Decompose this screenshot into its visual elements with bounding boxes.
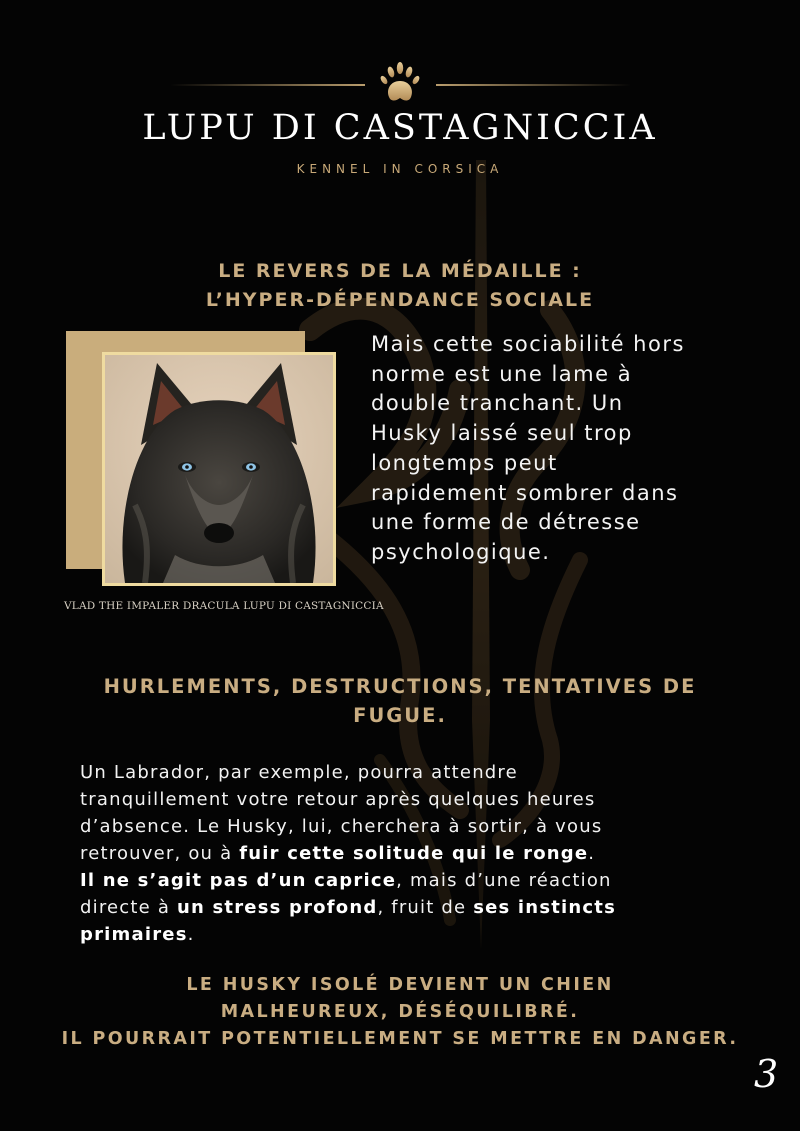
brand-tagline: KENNEL IN CORSICA (296, 162, 504, 176)
intro-line: Husky laissé seul trop (371, 421, 633, 446)
intro-line: double tranchant. Un (371, 391, 624, 416)
intro-line: longtemps peut (371, 450, 558, 475)
intro-line: une forme de détresse (371, 510, 641, 535)
intro-line: psychologique. (371, 539, 551, 564)
body-line: tranquillement votre retour après quelques heures (80, 789, 596, 810)
body-paragraph (80, 759, 760, 948)
husky-illustration (105, 355, 333, 583)
body-line (80, 840, 760, 867)
section-title-line: FUGUE. (353, 704, 447, 727)
body-bold-run: ses instincts (473, 897, 617, 918)
section-title-line: L’HYPER-DÉPENDANCE SOCIALE (205, 289, 595, 311)
section-title-social (60, 257, 740, 315)
photo-caption: VLAD THE IMPALER DRACULA LUPU DI CASTAGNICCIA (64, 600, 384, 612)
section-title-line: HURLEMENTS, DESTRUCTIONS, TENTATIVES DE (103, 675, 697, 698)
intro-line: norme est une lame à (371, 361, 633, 386)
body-text-run: , mais d’une réaction (396, 870, 612, 891)
body-line (80, 867, 760, 894)
intro-line: rapidement sombrer dans (371, 480, 679, 505)
body-line: Un Labrador, par exemple, pourra attendre (80, 762, 518, 783)
body-bold-run: un stress profond (177, 897, 378, 918)
closing-line: LE HUSKY ISOLÉ DEVIENT UN CHIEN (186, 975, 614, 995)
body-bold-run: fuir cette solitude qui le ronge (239, 843, 589, 864)
husky-photo (102, 352, 336, 586)
intro-paragraph (371, 330, 771, 568)
section-title-behaviors (40, 672, 760, 730)
intro-line: Mais cette sociabilité hors (371, 332, 685, 356)
closing-statement (30, 972, 770, 1053)
body-bold-run: Il ne s’agit pas d’un caprice (80, 870, 397, 891)
body-text-run: , fruit de (377, 897, 474, 918)
section-title-line: LE REVERS DE LA MÉDAILLE : (218, 260, 582, 282)
header-rule-right (436, 84, 631, 86)
closing-line: MALHEUREUX, DÉSÉQUILIBRÉ. (220, 1002, 580, 1022)
body-bold-run: primaires (80, 924, 188, 945)
body-text-run: retrouver, ou à (80, 843, 240, 864)
page-number: 3 (754, 1052, 779, 1096)
body-text-run: directe à (80, 897, 178, 918)
body-text-run: . (187, 924, 195, 945)
header-rule-left (170, 84, 365, 86)
paw-icon (380, 60, 420, 104)
brand-title: LUPU DI CASTAGNICCIA (142, 108, 658, 148)
body-line (80, 894, 760, 921)
closing-line: IL POURRAIT POTENTIELLEMENT SE METTRE EN DANGER. (61, 1029, 739, 1049)
body-line: d’absence. Le Husky, lui, cherchera à sortir, à vous (80, 816, 603, 837)
body-text-run: . (588, 843, 596, 864)
body-line (80, 921, 760, 948)
